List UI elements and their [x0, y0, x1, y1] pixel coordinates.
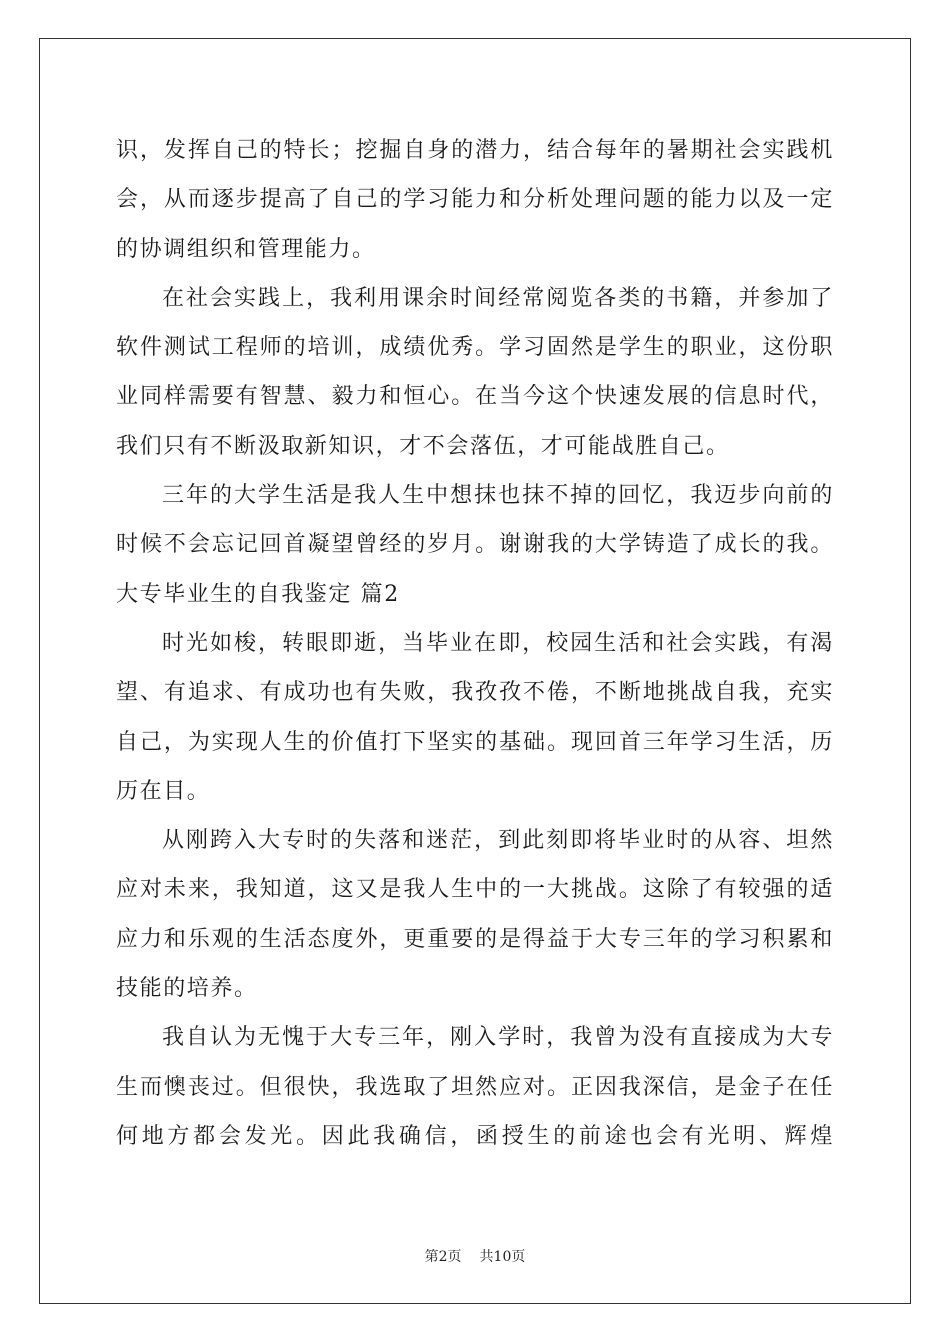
- text-line: 会，从而逐步提高了自己的学习能力和分析处理问题的能力以及一定: [116, 187, 834, 213]
- text-line: 技能的培养。: [116, 976, 258, 1002]
- text-line: 我自认为无愧于大专三年，刚入学时，我曾为没有直接成为大专: [162, 1025, 834, 1051]
- text-line: 自己，为实现人生的价值打下坚实的基础。现回首三年学习生活，历: [116, 729, 834, 755]
- text-line: 何地方都会发光。因此我确信，函授生的前途也会有光明、辉煌: [116, 1123, 834, 1149]
- text-line: 应力和乐观的生活态度外，更重要的是得益于大专三年的学习积累和: [116, 926, 834, 952]
- text-line: 在社会实践上，我利用课余时间经常阅览各类的书籍，并参加了: [162, 285, 834, 311]
- page-footer: [0, 1246, 950, 1266]
- text-line: 大专毕业生的自我鉴定 篇2: [116, 581, 400, 607]
- text-line: 生而懊丧过。但很快，我选取了坦然应对。正因我深信，是金子在任: [116, 1074, 834, 1100]
- text-line: 历在目。: [116, 778, 211, 804]
- document-body: [116, 126, 834, 1161]
- text-line: 从刚跨入大专时的失落和迷茫，到此刻即将毕业时的从容、坦然: [162, 828, 834, 854]
- text-line: 识，发挥自己的特长；挖掘自身的潜力，结合每年的暑期社会实践机: [116, 138, 834, 163]
- text-line: 应对未来，我知道，这又是我人生中的一大挑战。这除了有较强的适: [116, 877, 834, 903]
- text-line: 软件测试工程师的培训，成绩优秀。学习固然是学生的职业，这份职: [116, 335, 834, 361]
- text-line: 我们只有不断汲取新知识，才不会落伍，才可能战胜自己。: [116, 433, 730, 459]
- text-line: 的协调组织和管理能力。: [116, 236, 376, 262]
- text-line: 三年的大学生活是我人生中想抹也抹不掉的回忆，我迈步向前的: [162, 483, 834, 509]
- text-line: 望、有追求、有成功也有失败，我孜孜不倦，不断地挑战自我，充实: [116, 680, 834, 706]
- page-number: 第2页: [424, 1249, 462, 1265]
- text-line: 时候不会忘记回首凝望曾经的岁月。谢谢我的大学铸造了成长的我。: [116, 532, 834, 558]
- page-total: 共10页: [479, 1249, 526, 1265]
- text-line: 业同样需要有智慧、毅力和恒心。在当今这个快速发展的信息时代，: [116, 384, 834, 410]
- text-line: 时光如梭，转眼即逝，当毕业在即，校园生活和社会实践，有渴: [162, 630, 834, 656]
